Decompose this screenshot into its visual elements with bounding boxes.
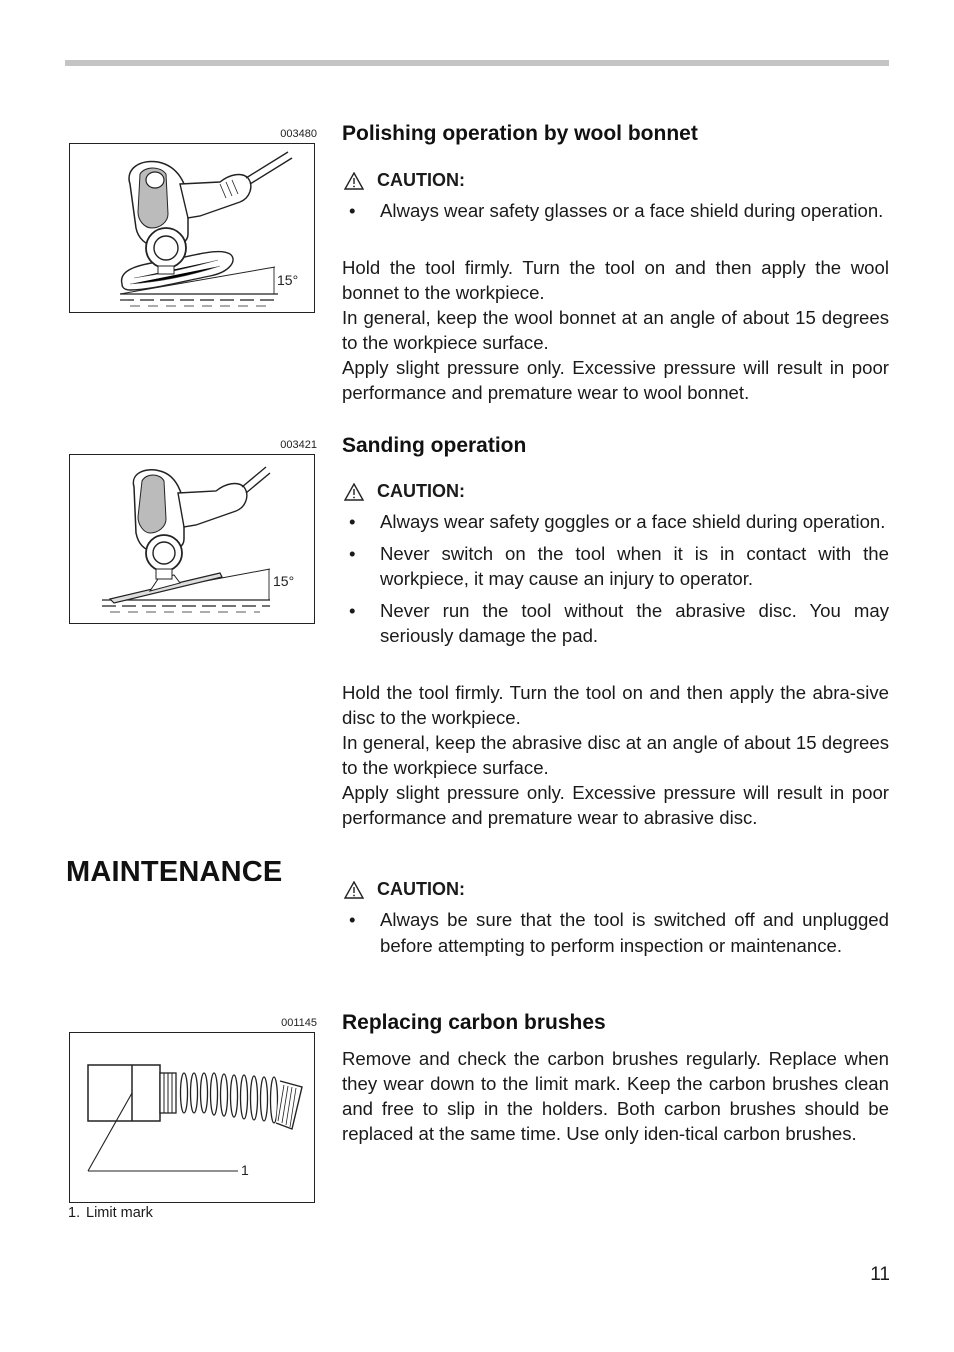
carbon-brush-illustration (69, 1032, 315, 1203)
body-text (342, 255, 889, 405)
bullet-icon: • (349, 599, 356, 621)
list-item: • Always wear safety goggles or a face shield during operation. (342, 509, 889, 535)
body-text (342, 680, 889, 830)
figure-code: 001145 (281, 1017, 317, 1029)
figure-code: 003480 (280, 128, 317, 140)
caution-list (342, 907, 889, 964)
paragraph: Apply slight pressure only. Excessive pressure will result in poor performance and premature wear to wool bonnet. (342, 357, 889, 403)
section-title-brushes: Replacing carbon brushes (342, 1011, 606, 1034)
warning-icon (344, 483, 364, 501)
bullet-icon: • (349, 909, 356, 930)
list-item: • Always wear safety glasses or a face shield during operation. (342, 198, 889, 224)
paragraph: Hold the tool firmly. Turn the tool on and then apply the abra-sive disc to the workpiece. (342, 682, 889, 728)
angle-label: 15° (273, 573, 295, 589)
section-title-polishing: Polishing operation by wool bonnet (342, 122, 698, 145)
section-title-sanding: Sanding operation (342, 434, 527, 457)
warning-icon (344, 881, 364, 899)
caution-heading (344, 481, 465, 502)
bullet-icon: • (349, 511, 356, 532)
list-item: • Always be sure that the tool is switched off and unplugged before attempting to perform inspection or maintenance. (349, 909, 889, 956)
angle-label: 15° (277, 272, 299, 288)
polishing-illustration (69, 143, 315, 313)
chapter-title: MAINTENANCE (66, 856, 283, 888)
bullet-icon: • (349, 542, 356, 564)
figure-code: 003421 (280, 439, 317, 451)
sanding-illustration (69, 454, 315, 624)
paragraph: In general, keep the abrasive disc at an angle of about 15 degrees to the workpiece surface. (342, 732, 889, 778)
warning-icon (344, 172, 364, 190)
body-text (342, 1046, 889, 1146)
caution-list (342, 198, 889, 230)
caution-label: CAUTION: (377, 481, 465, 501)
caution-heading (344, 170, 465, 191)
legend-text: Limit mark (86, 1205, 153, 1221)
bullet-icon: • (349, 200, 356, 221)
page-number: 11 (870, 1264, 890, 1285)
figure-legend (68, 1205, 153, 1221)
caution-heading (344, 879, 465, 900)
callout-number: 1 (241, 1162, 249, 1178)
top-rule (65, 60, 889, 66)
list-item: • Never run the tool without the abrasive disc. You may seriously damage the pad. (349, 599, 889, 646)
paragraph: Apply slight pressure only. Excessive pressure will result in poor performance and premature wear to abrasive disc. (342, 782, 889, 828)
caution-list (342, 509, 889, 655)
caution-label: CAUTION: (377, 879, 465, 899)
caution-label: CAUTION: (377, 170, 465, 190)
list-item: • Never switch on the tool when it is in contact with the workpiece, it may cause an injury to operator. (349, 542, 889, 589)
paragraph: Hold the tool firmly. Turn the tool on and then apply the wool bonnet to the workpiece. (342, 257, 889, 303)
paragraph: In general, keep the wool bonnet at an angle of about 15 degrees to the workpiece surface. (342, 307, 889, 353)
paragraph: Remove and check the carbon brushes regularly. Replace when they wear down to the limit mark. Keep the carbon brushes clean and free to slip in the holders. Both carbon brushes should be replaced at the same time. Use only iden-tical carbon brushes. (342, 1048, 889, 1144)
legend-number: 1. (68, 1205, 81, 1221)
